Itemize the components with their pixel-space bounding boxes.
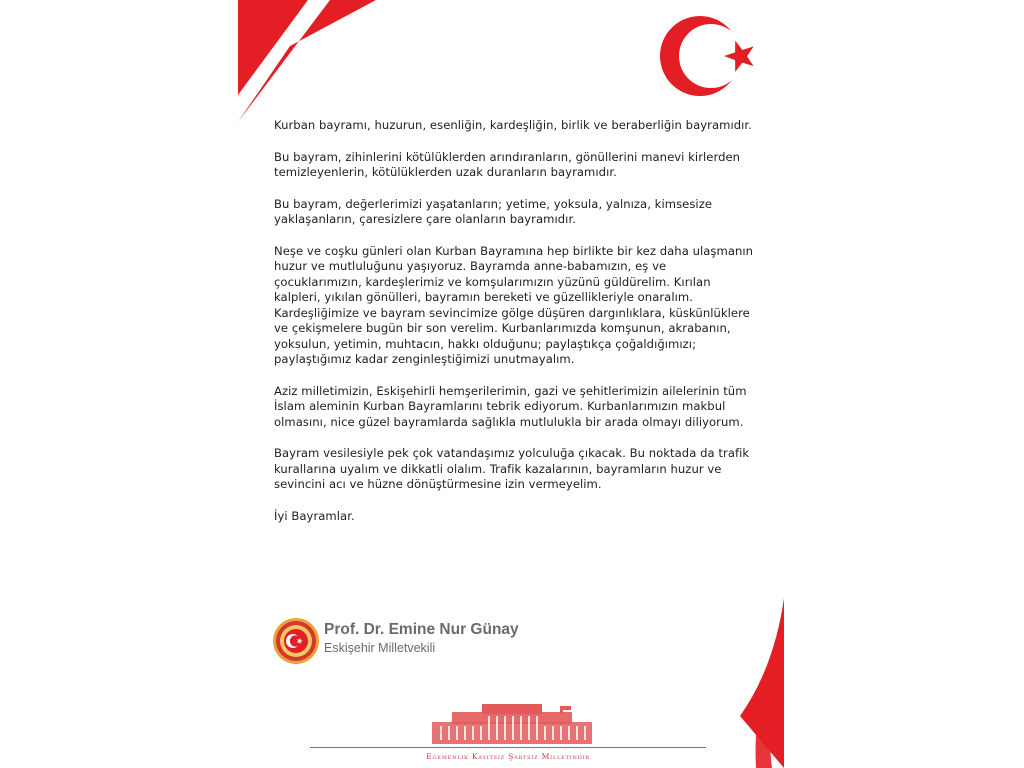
parliament-emblem-icon — [272, 617, 320, 665]
crescent-star-icon — [656, 14, 762, 100]
paragraph-5: Aziz milletimizin, Eskişehirli hemşerilerimin, gazi ve şehitlerimizin ailelerinin tüm İslam aleminin Kurban Bayramlarını tebrik ediyorum. Kurbanlarımızın makbul olmasını, nice güzel bayramlarda sağlıkla mutlulukla bir arada olmayı diliyorum. — [274, 383, 747, 429]
letter-page — [238, 0, 784, 768]
signatory-title: Eskişehir Milletvekili — [324, 641, 436, 655]
letter-body — [274, 118, 754, 540]
paragraph-3: Bu bayram, değerlerimizi yaşatanların; yetime, yoksula, yalnıza, kimsesize yaklaşanların, çaresizlere çare olanların bayramıdır. — [274, 196, 713, 226]
signature-block — [272, 617, 632, 673]
paragraph-6: Bayram vesilesiyle pek çok vatandaşımız yolculuğa çıkacak. Bu noktada da trafik kurallarına uyalım ve dikkatli olalım. Trafik kazalarının, bayramların huzur ve sevincini acı ve hüzne dönüştürmesine izin vermeyelim. — [274, 446, 750, 491]
signatory-name: Prof. Dr. Emine Nur Günay — [324, 621, 519, 638]
closing-line: İyi Bayramlar. — [274, 508, 355, 523]
footer-divider — [310, 747, 706, 748]
footer-motto: Egemenlik Kayıtsız Şartsız Milletindir — [426, 752, 590, 761]
paragraph-4: Neşe ve coşku günleri olan Kurban Bayramına hep birlikte bir kez daha ulaşmanın huzur ve mutluluğunu yaşıyoruz. Bayramda anne-babamızın, eş ve çocuklarımızın, kardeşlerimiz ve komşularımızın yüzünü güldürelim. Kırılan kalpleri, yıkılan gönülleri, bayramın bereketi ve güzellikleriyle onaralım. Kardeşliğimize ve bayram sevincimize gölge düşüren dargınlıklara, küskünlüklere ve çekişmelere bugün bir son verelim. Kurbanlarımızda komşunun, akrabanın, yoksulun, yetimin, muhtacın, hakkı olduğunu; paylaştıkça çoğaldığımızı; paylaştığımız kadar zenginleştiğimizi unutmayalım. — [274, 243, 754, 366]
red-corner-decoration-bottom-right — [694, 598, 784, 768]
paragraph-2: Bu bayram, zihinlerini kötülüklerden arındıranların, gönüllerini manevi kirlerden temizleyenlerin, kötülüklerden uzak duranların bayramıdır. — [274, 149, 741, 179]
paragraph-1: Kurban bayramı, huzurun, esenliğin, kardeşliğin, birlik ve beraberliğin bayramıdır. — [274, 118, 752, 132]
parliament-building-icon — [432, 700, 592, 746]
red-corner-decoration-top-left — [238, 0, 378, 130]
